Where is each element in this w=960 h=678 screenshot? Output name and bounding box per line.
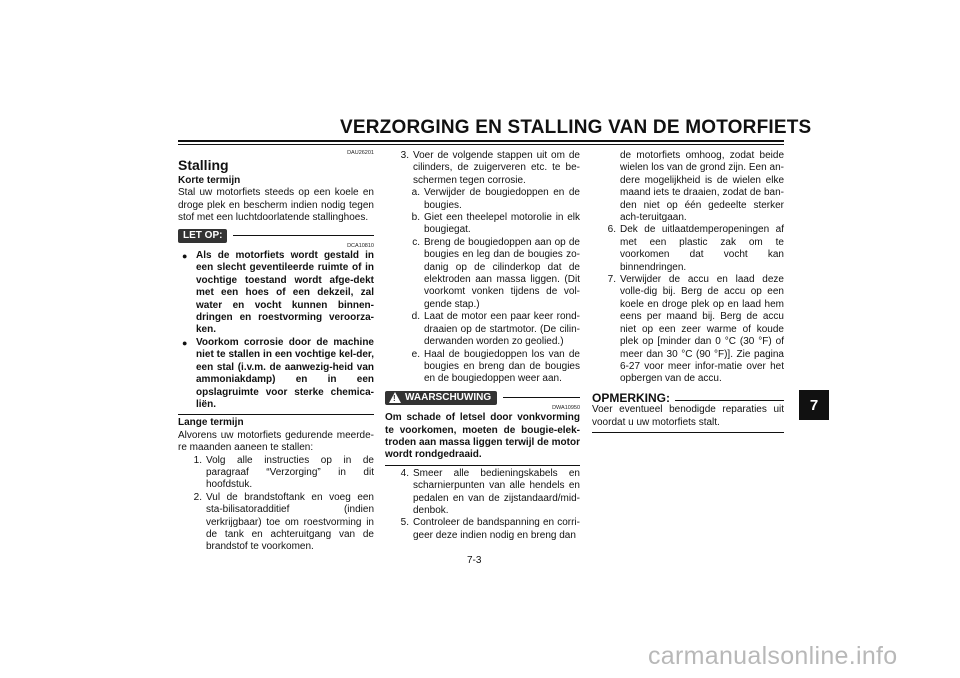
list-item: 5. Controleer de bandspanning en corri-geer deze indien nodig en breng dan xyxy=(400,517,580,541)
notice-rule xyxy=(233,235,374,236)
notice-code: DCA10810 xyxy=(347,243,374,250)
notice-bullet: ● Voorkom corrosie door de machine niet te stallen in een vochtige kel-der, een stal (i.v.m. de aanwezig-heid van ammoniakdamp) en in een opslagruimte voor sterke chemica-liën. xyxy=(178,337,374,411)
notice-bullet: ● Als de motorfiets wordt gestald in een slecht geventileerde ruimte of in vochtige toestand wordt afge-dekt met een hoes of een dekzeil, zal water en vocht kunnen binnen-dringen en roestvorming veroorza-ken. xyxy=(178,250,374,337)
note-label: OPMERKING: xyxy=(592,390,670,405)
chapter-tab: 7 xyxy=(799,390,829,420)
sub-list-item: e. Haal de bougiedoppen los van de bougies en breng dan de bougies en de bougiedoppen weer aan. xyxy=(411,348,580,385)
sub-list-item: b. Giet een theelepel motorolie in elk bougiegat. xyxy=(411,212,580,236)
watermark: carmanualsonline.info xyxy=(648,642,898,670)
list-item: 3. Voer de volgende stappen uit om de cilinders, de zuigerveren etc. te be-schermen tegen corrosie. xyxy=(400,150,580,186)
page-title: VERZORGING EN STALLING VAN DE MOTORFIETS xyxy=(340,117,812,138)
notice-end-rule xyxy=(178,414,374,415)
list-item: 1. Volg alle instructies op in de paragraaf “Verzorging” in dit hoofdstuk. xyxy=(193,454,374,491)
note-rule xyxy=(675,400,784,401)
warning-text: Om schade of letsel door vonkvorming te voorkomen, moeten de bougie-elek-troden aan massa liggen terwijl de motor wordt rondgedraaid. xyxy=(385,412,580,461)
section-code: DAU26201 xyxy=(347,150,374,156)
sub-list-item: c. Breng de bougiedoppen aan op de bougies en leg dan de bougies zo-danig op de cilinderkop dat de elektroden aan massa liggen. (Dit voorkomt vonken tijdens de vol-gende stap.) xyxy=(412,236,580,310)
notice-header xyxy=(178,229,374,243)
list-item: 2. Vul de brandstoftank en voeg een sta-bilisatoradditief (indien verkrijgbaar) toe om roestvorming in de tank en achteruitgang van de brandstof te voorkomen. xyxy=(193,491,374,553)
note-header xyxy=(592,392,784,404)
warning-end-rule xyxy=(385,465,580,466)
bullet-icon: ● xyxy=(182,337,188,348)
warning-triangle-icon xyxy=(389,392,401,403)
sub-list-item: d. Laat de motor een paar keer rond-draaien op de startmotor. (De cilin-derwanden worden zo geolied.) xyxy=(411,311,580,348)
note-text: Voer eventueel benodigde reparaties uit voordat u uw motorfiets stalt. xyxy=(592,404,784,428)
list-item: 7. Verwijder de accu en laad deze volle-dig bij. Berg de accu op een koele en droge plek op en laad hem eens per maand bij. Berg de accu niet op een zeer warme of koude plek op [minder dan 0 °C (30 °F) of meer dan 30 °C (90 °F)]. Zie pagina 6-27 voor meer infor-matie over het opbergen van de accu. xyxy=(607,274,784,385)
warning-header xyxy=(385,391,580,405)
column-3 xyxy=(592,150,784,435)
warning-badge: ! WAARSCHUWING xyxy=(385,391,497,405)
header-rule-thin xyxy=(178,144,784,145)
bullet-icon: ● xyxy=(182,251,188,262)
long-term-text: Alvorens uw motorfiets gedurende meerde-re maanden aaneen te stallen: xyxy=(178,429,374,454)
list-item: 6. Dek de uitlaatdemperopeningen af met een plastic zak om te voorkomen dat vocht kan binnendringen. xyxy=(607,224,784,273)
header-rule xyxy=(178,140,784,142)
section-heading: Stalling xyxy=(178,157,229,173)
subheading-long-term: Lange termijn xyxy=(178,417,244,429)
column-2 xyxy=(385,150,580,542)
warning-code: DWA10950 xyxy=(552,405,580,412)
note-end-rule xyxy=(592,432,784,433)
notice-badge: LET OP: xyxy=(178,229,227,243)
list-item: 4. Smeer alle bedieningskabels en scharnierpunten van alle hendels en pedalen en van de zijstandaard/mid-denbok. xyxy=(400,467,580,516)
column-1 xyxy=(178,150,374,554)
warning-rule xyxy=(503,397,580,398)
sub-list-item: a. Verwijder de bougiedoppen en de bougies. xyxy=(411,187,580,211)
subheading-short-term: Korte termijn xyxy=(178,175,241,186)
list-item-continued: de motorfiets omhoog, zodat beide wielen los van de grond zijn. Een an-dere mogelijkheid is de wielen elke maand iets te draaien, zodat de ban-den niet op één gedeelte sterker ach-teruitgaan. xyxy=(620,150,784,224)
short-term-text: Stal uw motorfiets steeds op een koele en droge plek en bescherm indien nodig tegen stof met een luchtdoorlatende stallinghoes. xyxy=(178,187,374,224)
page-number: 7-3 xyxy=(467,555,482,566)
